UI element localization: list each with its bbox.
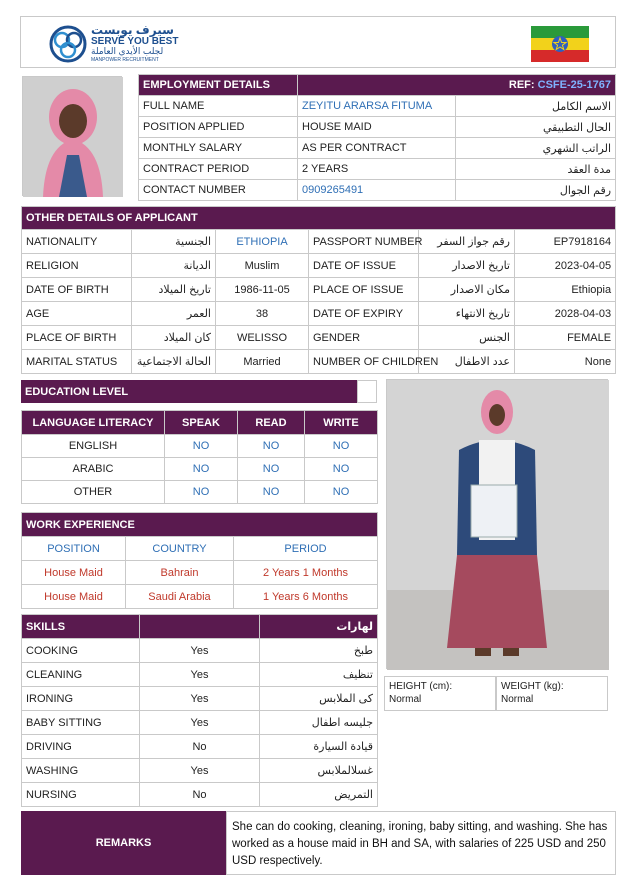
detail-label: AGE: [22, 302, 132, 326]
ref-label: REF:: [508, 79, 535, 91]
employment-label: POSITION APPLIED: [139, 117, 298, 138]
literacy-header: SPEAK: [165, 411, 238, 435]
skill-name: WASHING: [22, 759, 140, 783]
work-header: COUNTRY: [126, 537, 234, 561]
work-country: Bahrain: [126, 561, 234, 585]
contact-number-link[interactable]: 0909265491: [298, 180, 456, 201]
language-name: ARABIC: [22, 458, 165, 481]
speak-value: NO: [165, 481, 238, 504]
detail-value: Ethiopia: [515, 278, 616, 302]
write-value: NO: [305, 435, 378, 458]
read-value: NO: [238, 481, 305, 504]
work-position: House Maid: [22, 561, 126, 585]
employment-arabic: مدة العقد: [456, 159, 616, 180]
detail-value: ETHIOPIA: [216, 230, 309, 254]
detail-arabic: الجنس: [419, 326, 515, 350]
skill-value: Yes: [140, 711, 260, 735]
detail-label: RELIGION: [22, 254, 132, 278]
skill-value: No: [140, 783, 260, 807]
reference-number: [298, 75, 616, 96]
employment-arabic: الاسم الكامل: [456, 96, 616, 117]
detail-value: WELISSO: [216, 326, 309, 350]
language-name: ENGLISH: [22, 435, 165, 458]
work-header: PERIOD: [234, 537, 378, 561]
work-experience-title: WORK EXPERIENCE: [22, 513, 378, 537]
education-level-title: [21, 380, 357, 403]
full-length-photo-image: [387, 380, 609, 670]
skill-arabic: كى الملابس: [260, 687, 378, 711]
skill-arabic: تنظيف: [260, 663, 378, 687]
detail-arabic: الجنسية: [132, 230, 216, 254]
employment-value: AS PER CONTRACT: [298, 138, 456, 159]
skills-title-arabic: لهارات: [260, 615, 378, 639]
employment-value: ZEYITU ARARSA FITUMA: [298, 96, 456, 117]
detail-label: DATE OF ISSUE: [309, 254, 419, 278]
other-details-title: OTHER DETAILS OF APPLICANT: [22, 207, 616, 230]
ethiopia-flag-icon: [531, 26, 589, 62]
remarks-text-box: [226, 811, 616, 875]
detail-value: Muslim: [216, 254, 309, 278]
full-length-photo: [386, 379, 608, 669]
remarks-text: She can do cooking, cleaning, ironing, baby sitting, and washing. She has worked as a house maid in BH and SA, with salaries of 225 USD and 250 USD respectively.: [232, 821, 608, 867]
portrait-photo-image: [23, 77, 123, 197]
skill-arabic: جليسه اطفال: [260, 711, 378, 735]
employment-label: MONTHLY SALARY: [139, 138, 298, 159]
detail-arabic: العمر: [132, 302, 216, 326]
detail-value: FEMALE: [515, 326, 616, 350]
detail-arabic: الديانة: [132, 254, 216, 278]
employment-arabic: رقم الجوال: [456, 180, 616, 201]
skill-name: BABY SITTING: [22, 711, 140, 735]
work-country: Saudi Arabia: [126, 585, 234, 609]
detail-value: 1986-11-05: [216, 278, 309, 302]
detail-value: 2023-04-05: [515, 254, 616, 278]
detail-value: None: [515, 350, 616, 374]
language-literacy-table: [21, 410, 378, 504]
detail-value: 2028-04-03: [515, 302, 616, 326]
detail-arabic: مكان الاصدار: [419, 278, 515, 302]
detail-label: GENDER: [309, 326, 419, 350]
skill-value: Yes: [140, 687, 260, 711]
employment-details-title: EMPLOYMENT DETAILS: [139, 75, 298, 96]
detail-label: DATE OF EXPIRY: [309, 302, 419, 326]
logo-arabic: سيرف يوبست: [91, 23, 174, 37]
weight-label: WEIGHT (kg):: [501, 681, 564, 692]
portrait-photo: [22, 76, 122, 196]
height-value: Normal: [389, 694, 422, 705]
detail-arabic: كان الميلاد: [132, 326, 216, 350]
logo-sub-arabic: لجلب الأيدي العاملة: [91, 46, 164, 56]
skill-name: COOKING: [22, 639, 140, 663]
weight-box: [496, 676, 608, 711]
skills-table: [21, 614, 378, 807]
read-value: NO: [238, 435, 305, 458]
employment-label: CONTACT NUMBER: [139, 180, 298, 201]
weight-value: Normal: [501, 694, 534, 705]
company-logo: [49, 23, 189, 65]
work-period: 2 Years 1 Months: [234, 561, 378, 585]
skill-name: DRIVING: [22, 735, 140, 759]
skill-value: No: [140, 735, 260, 759]
work-header: POSITION: [22, 537, 126, 561]
logo-mark-icon: [49, 25, 87, 63]
literacy-header: WRITE: [305, 411, 378, 435]
logo-name: SERVE YOU BEST: [91, 36, 179, 47]
detail-arabic: عدد الاطفال: [419, 350, 515, 374]
height-box: [384, 676, 496, 711]
detail-arabic: تاريخ الانتهاء: [419, 302, 515, 326]
detail-label: PLACE OF BIRTH: [22, 326, 132, 350]
detail-arabic: رقم جواز السفر: [419, 230, 515, 254]
employment-value: 2 YEARS: [298, 159, 456, 180]
skills-title: SKILLS: [22, 615, 140, 639]
education-level-title-text: EDUCATION LEVEL: [25, 386, 129, 398]
ref-value: CSFE-25-1767: [537, 79, 612, 91]
language-name: OTHER: [22, 481, 165, 504]
detail-label: MARITAL STATUS: [22, 350, 132, 374]
skill-value: Yes: [140, 759, 260, 783]
skill-arabic: قيادة السيارة: [260, 735, 378, 759]
skill-name: NURSING: [22, 783, 140, 807]
employment-label: FULL NAME: [139, 96, 298, 117]
skill-value: Yes: [140, 663, 260, 687]
other-details-table: [21, 206, 616, 374]
write-value: NO: [305, 458, 378, 481]
detail-value: Married: [216, 350, 309, 374]
skill-arabic: طبخ: [260, 639, 378, 663]
work-experience-table: [21, 512, 378, 609]
speak-value: NO: [165, 458, 238, 481]
detail-value: 38: [216, 302, 309, 326]
detail-label: PASSPORT NUMBER: [309, 230, 419, 254]
read-value: NO: [238, 458, 305, 481]
skill-arabic: غسلالملابس: [260, 759, 378, 783]
employment-details-table: [138, 74, 616, 201]
skill-value: Yes: [140, 639, 260, 663]
detail-label: NUMBER OF CHILDREN: [309, 350, 419, 374]
skill-name: IRONING: [22, 687, 140, 711]
employment-arabic: الراتب الشهري: [456, 138, 616, 159]
work-period: 1 Years 6 Months: [234, 585, 378, 609]
header-bar: [20, 16, 616, 68]
employment-value: HOUSE MAID: [298, 117, 456, 138]
detail-label: DATE OF BIRTH: [22, 278, 132, 302]
height-label: HEIGHT (cm):: [389, 681, 453, 692]
speak-value: NO: [165, 435, 238, 458]
detail-arabic: الحالة الاجتماعية: [132, 350, 216, 374]
detail-arabic: تاريخ الميلاد: [132, 278, 216, 302]
detail-label: PLACE OF ISSUE: [309, 278, 419, 302]
literacy-header: READ: [238, 411, 305, 435]
detail-value: EP7918164: [515, 230, 616, 254]
write-value: NO: [305, 481, 378, 504]
employment-arabic: الحال التطبيقي: [456, 117, 616, 138]
skill-arabic: التمريض: [260, 783, 378, 807]
detail-label: NATIONALITY: [22, 230, 132, 254]
remarks-label: REMARKS: [95, 837, 152, 849]
work-position: House Maid: [22, 585, 126, 609]
skill-name: CLEANING: [22, 663, 140, 687]
literacy-header: LANGUAGE LITERACY: [22, 411, 165, 435]
logo-tagline: MANPOWER RECRUITMENT: [91, 57, 159, 63]
education-level-value: [357, 380, 377, 403]
employment-label: CONTRACT PERIOD: [139, 159, 298, 180]
detail-arabic: تاريخ الاصدار: [419, 254, 515, 278]
remarks-label-box: [21, 811, 226, 875]
skills-title-spacer: [140, 615, 260, 639]
